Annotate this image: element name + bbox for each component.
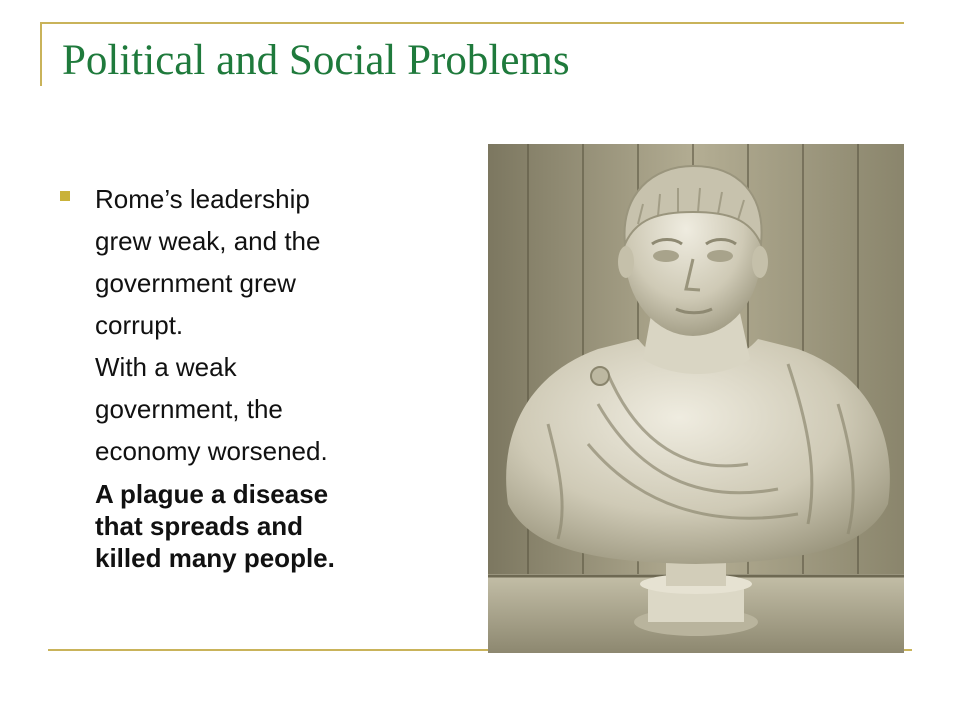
bullet-line: With a weak	[95, 352, 237, 382]
bullet-line: government, the	[95, 394, 283, 424]
bullet-line: government grew	[95, 268, 296, 298]
bullet-text	[95, 178, 435, 574]
bullet-square-icon	[60, 191, 70, 201]
top-rule	[40, 22, 904, 24]
bold-line: A plague a disease	[95, 479, 329, 509]
left-rule	[40, 22, 42, 86]
bold-line: that spreads and	[95, 511, 304, 541]
slide-title: Political and Social Problems	[62, 37, 570, 84]
bullet-line: Rome’s leadership	[95, 184, 310, 214]
bold-paragraph	[95, 478, 435, 574]
bold-line: killed many people.	[95, 543, 335, 573]
bullet-line: corrupt.	[95, 310, 184, 340]
roman-bust-photo	[488, 144, 904, 653]
bullet-line: grew weak, and the	[95, 226, 321, 256]
bullet-line: economy worsened.	[95, 436, 328, 466]
